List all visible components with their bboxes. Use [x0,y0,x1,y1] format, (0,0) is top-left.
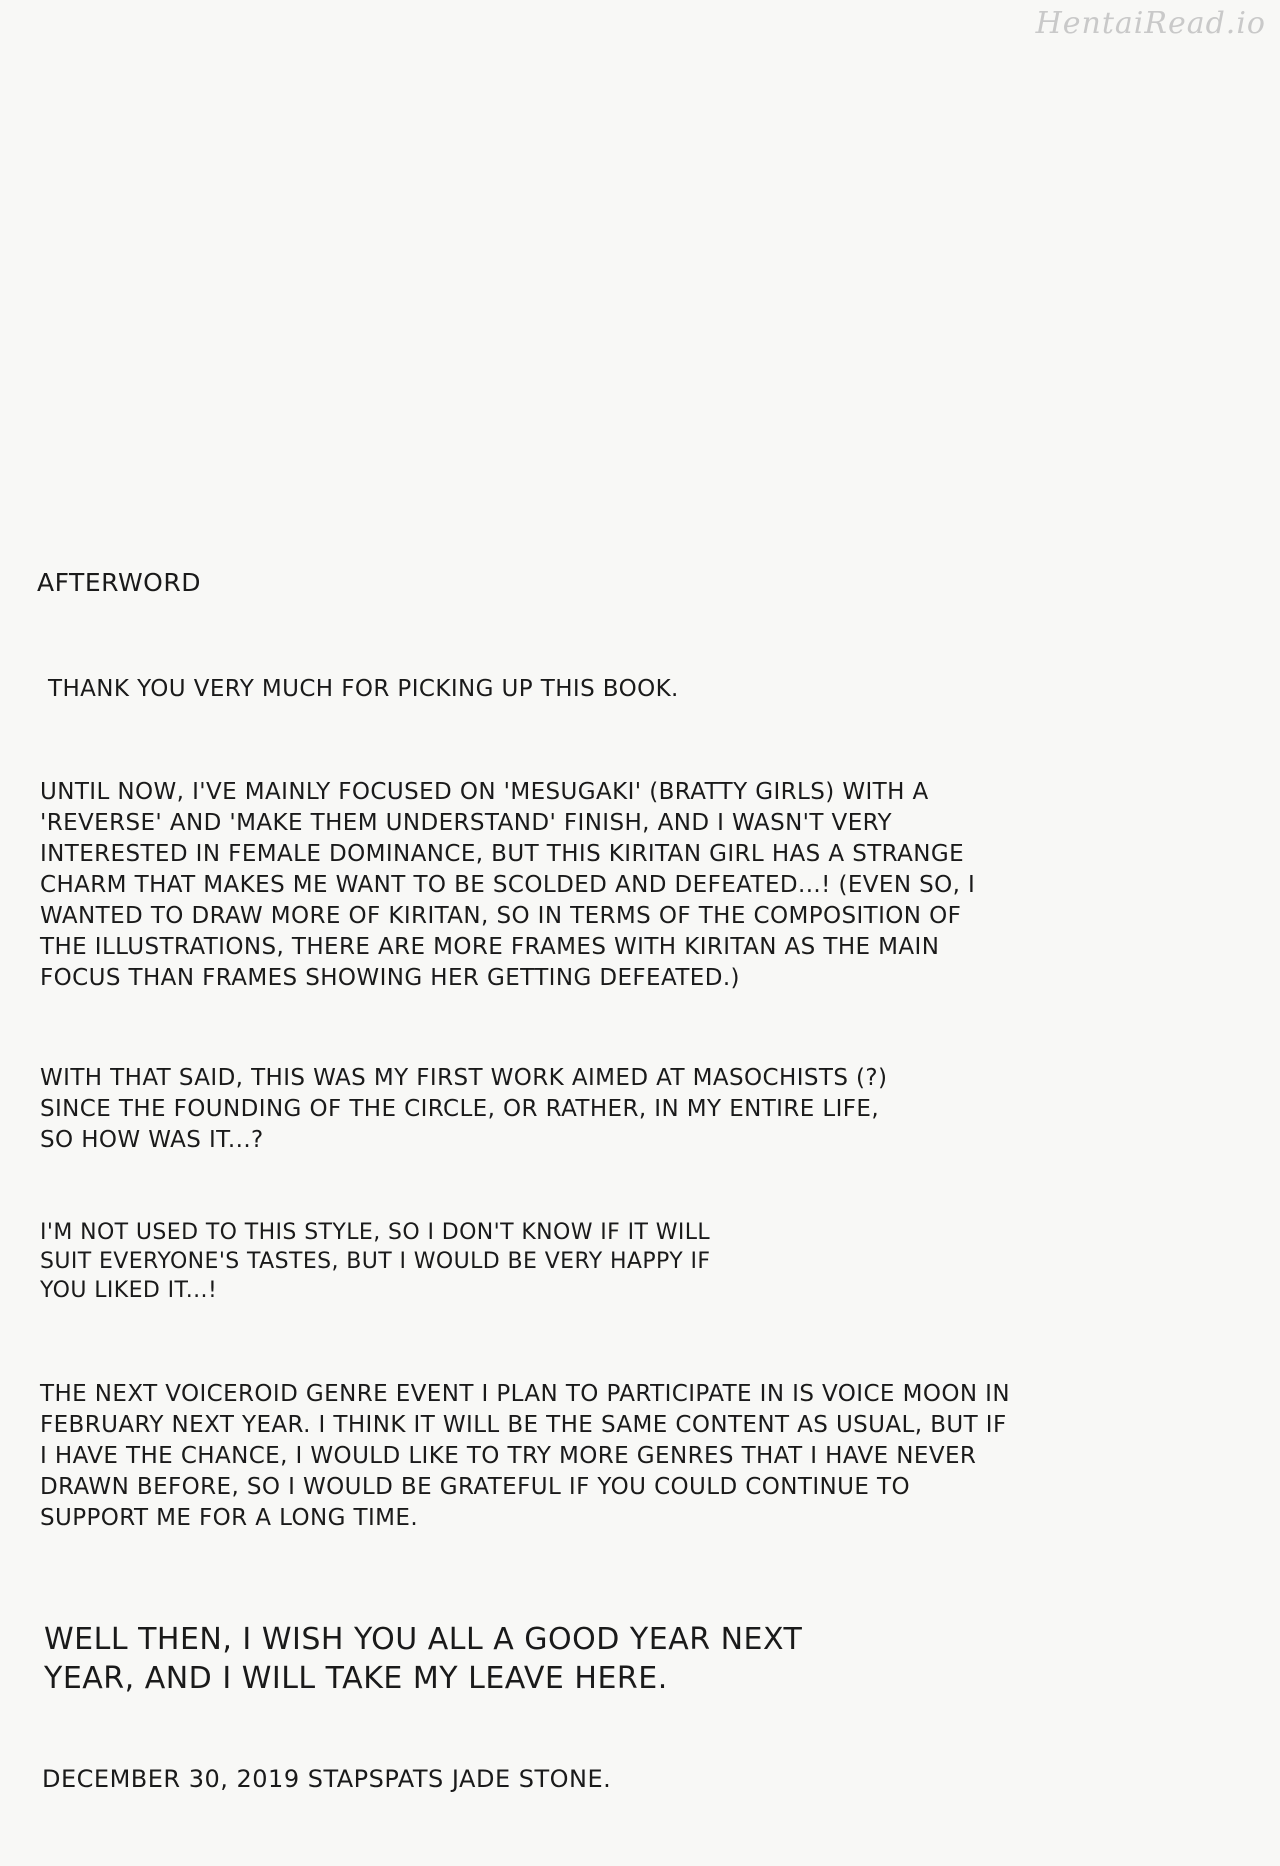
closing-message: WELL THEN, I WISH YOU ALL A GOOD YEAR NEXT YEAR, AND I WILL TAKE MY LEAVE HERE. [44,1622,803,1696]
paragraph-style: I'M NOT USED TO THIS STYLE, SO I DON'T KNOW IF IT WILL SUIT EVERYONE'S TASTES, BUT I WOULD BE VERY HAPPY IF YOU LIKED IT...! [40,1220,711,1303]
signature-line: DECEMBER 30, 2019 STAPSPATS JADE STONE. [42,1765,612,1793]
paragraph-next-event: THE NEXT VOICEROID GENRE EVENT I PLAN TO PARTICIPATE IN IS VOICE MOON IN FEBRUARY NEXT YEAR. I THINK IT WILL BE THE SAME CONTENT AS USUAL, BUT IF I HAVE THE CHANCE, I WOULD LIKE TO TRY MORE GENRES THAT I HAVE NEVER DRAWN BEFORE, SO I WOULD BE GRATEFUL IF YOU COULD CONTINUE TO SUPPORT ME FOR A LONG TIME. [40,1381,1010,1531]
paragraph-thanks: THANK YOU VERY MUCH FOR PICKING UP THIS BOOK. [48,676,679,702]
paragraph-first-work: WITH THAT SAID, THIS WAS MY FIRST WORK AIMED AT MASOCHISTS (?) SINCE THE FOUNDING OF THE CIRCLE, OR RATHER, IN MY ENTIRE LIFE, SO HOW WAS IT...? [40,1065,888,1153]
paragraph-focus: UNTIL NOW, I'VE MAINLY FOCUSED ON 'MESUGAKI' (BRATTY GIRLS) WITH A 'REVERSE' AND 'MAKE THEM UNDERSTAND' FINISH, AND I WASN'T VERY INTERESTED IN FEMALE DOMINANCE, BUT THIS KIRITAN GIRL HAS A STRANGE CHARM THAT MAKES ME WANT TO BE SCOLDED AND DEFEATED...! (EVEN SO, I WANTED TO DRAW MORE OF KIRITAN, SO IN TERMS OF THE COMPOSITION OF THE ILLUSTRATIONS, THERE ARE MORE FRAMES WITH KIRITAN AS THE MAIN FOCUS THAN FRAMES SHOWING HER GETTING DEFEATED.) [40,779,976,991]
site-watermark: HentaiRead.io [1035,6,1266,41]
afterword-heading: AFTERWORD [37,568,201,597]
